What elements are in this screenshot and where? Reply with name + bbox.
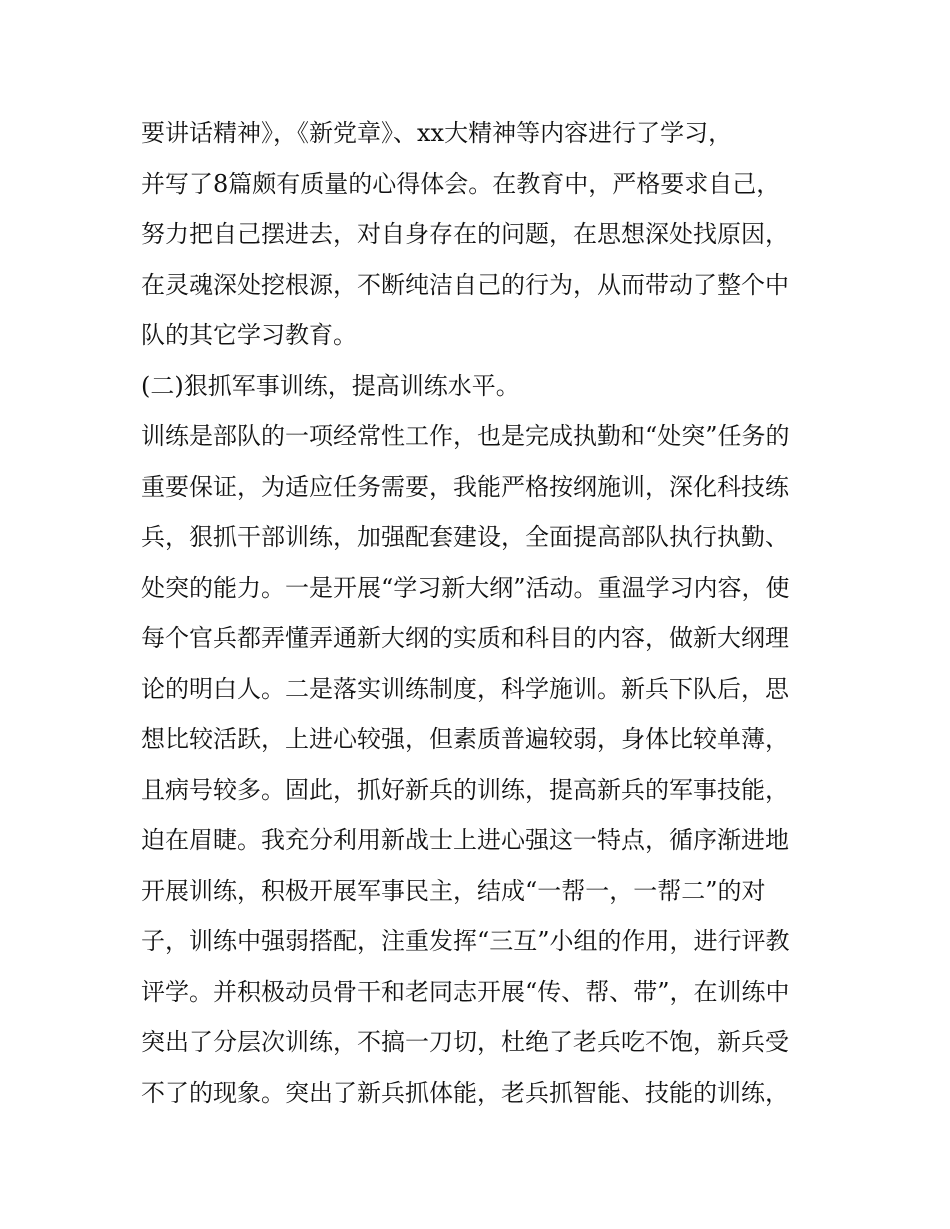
text-line: 每个官兵都弄懂弄通新大纲的实质和科目的内容，做新大纲理 <box>141 624 789 652</box>
text-line: 在灵魂深处挖根源，不断纯洁自己的行为，从而带动了整个中 <box>141 270 789 299</box>
text-line: 兵，狠抓干部训练，加强配套建设，全面提高部队执行执勤、 <box>141 523 789 551</box>
text-line: 努力把自己摆进去，对自身存在的问题，在思想深处找原因， <box>141 220 789 248</box>
text-line: 想比较活跃，上进心较强，但素质普遍较弱，身体比较单薄， <box>141 725 789 753</box>
text-line: 开展训练，积极开展军事民主，结成“一帮一，一帮二”的对 <box>141 876 766 905</box>
text-line: 不了的现象。突出了新兵抓体能，老兵抓智能、技能的训练， <box>141 1078 789 1107</box>
text-line: 重要保证，为适应任务需要，我能严格按纲施训，深化科技练 <box>141 472 789 501</box>
text-line: 迫在眉睫。我充分利用新战士上进心强这一特点，循序渐进地 <box>141 826 789 854</box>
text-line: 处突的能力。一是开展“学习新大纲”活动。重温学习内容，使 <box>141 573 790 602</box>
text-line: 评学。并积极动员骨干和老同志开展“传、帮、带”，在训练中 <box>141 977 790 1006</box>
text-line: 论的明白人。二是落实训练制度，科学施训。新兵下队后，思 <box>141 674 789 703</box>
text-line: 突出了分层次训练，不搞一刀切，杜绝了老兵吃不饱，新兵受 <box>141 1028 789 1056</box>
text-line: 要讲话精神》，《新党章》、xx大精神等内容进行了学习， <box>141 119 733 147</box>
text-line: 子，训练中强弱搭配，注重发挥“三互”小组的作用，进行评教 <box>141 927 790 955</box>
section-heading: (二)狠抓军事训练，提高训练水平。 <box>141 371 520 400</box>
body-text <box>141 108 821 1118</box>
text-line: 队的其它学习教育。 <box>141 321 357 349</box>
text-line: 并写了8篇颇有质量的心得体会。在教育中，严格要求自己， <box>141 169 781 198</box>
text-line: 训练是部队的一项经常性工作，也是完成执勤和“处突”任务的 <box>141 422 790 450</box>
text-line: 且病号较多。固此，抓好新兵的训练，提高新兵的军事技能， <box>141 775 789 804</box>
